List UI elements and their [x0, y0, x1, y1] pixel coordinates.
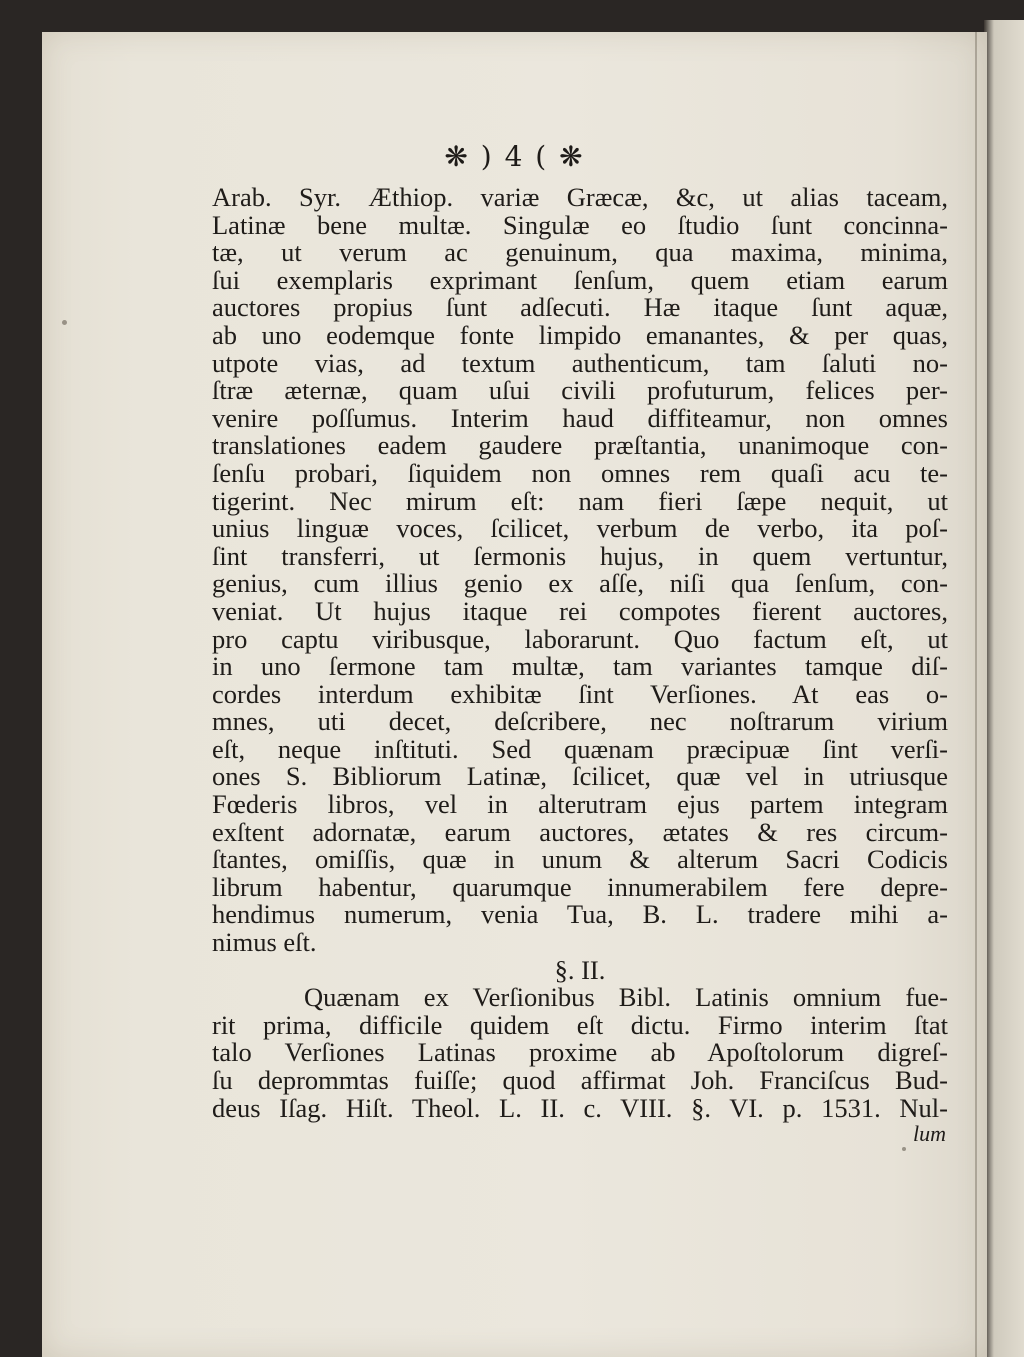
- catchword: lum: [913, 1121, 946, 1147]
- text-line: ab uno eodemque fonte limpido emanantes, & per quas,: [212, 319, 948, 350]
- book-page: [42, 32, 987, 1357]
- text-line: eſt, neque inſtituti. Sed quænam præcipuæ ſint verſi-: [212, 733, 948, 764]
- text-line: talo Verſiones Latinas proxime ab Apoſtolorum digreſ-: [212, 1037, 948, 1068]
- text-line: ſtantes, omiſſis, quæ in unum & alterum Sacri Codicis: [212, 844, 948, 875]
- text-line: unius linguæ voces, ſcilicet, verbum de verbo, ita poſ-: [212, 513, 948, 544]
- text-line: Arab. Syr. Æthiop. variæ Græcæ, &c, ut alias taceam,: [212, 182, 948, 212]
- text-line: auctores propius ſunt adſecuti. Hæ itaque ſunt aquæ,: [212, 292, 948, 323]
- text-line: librum habentur, quarumque innumerabilem fere depre-: [212, 871, 948, 902]
- text-line: ſu deprommtas fuiſſe; quod affirmat Joh. Franciſcus Bud-: [212, 1065, 948, 1095]
- text-line: cordes interdum exhibitæ ſint Verſiones. At eas o-: [212, 678, 948, 709]
- text-line: Fœderis libros, vel in alterutram ejus partem integram: [212, 789, 948, 820]
- text-line: ones S. Bibliorum Latinæ, ſcilicet, quæ vel in utriusque: [212, 761, 948, 792]
- page-header: ❋ ) 4 ( ❋: [444, 140, 585, 173]
- text-line: ſui exemplaris exprimant ſenſum, quem etiam earum: [212, 264, 948, 295]
- text-line: genius, cum illius genio ex aſſe, niſi qua ſenſum, con-: [212, 568, 948, 599]
- text-line: veniat. Ut hujus itaque rei compotes fierent auctores,: [212, 595, 948, 626]
- text-line: rit prima, difficile quidem eſt dictu. Firmo interim ſtat: [212, 1009, 948, 1040]
- text-line: translationes eadem gaudere præſtantia, unanimoque con-: [212, 430, 948, 461]
- text-line: hendimus numerum, venia Tua, B. L. tradere mihi a-: [212, 899, 948, 930]
- text-line: venire poſſumus. Interim haud diffiteamur, non omnes: [212, 402, 948, 433]
- text-line: Quænam ex Verſionibus Bibl. Latinis omnium fue-: [304, 982, 948, 1013]
- page-fold: [975, 32, 977, 1357]
- text-line: tæ, ut verum ac genuinum, qua maxima, minima,: [212, 237, 948, 268]
- text-line: utpote vias, ad textum authenticum, tam ſaluti no-: [212, 347, 948, 378]
- ink-speck: [902, 1147, 906, 1151]
- paragraph-1: [212, 184, 948, 957]
- text-line: mnes, uti decet, deſcribere, nec noſtrarum virium: [212, 706, 948, 737]
- text-line: Latinæ bene multæ. Singulæ eo ſtudio ſunt concinna-: [212, 209, 948, 240]
- next-page-edge: [984, 20, 1024, 1357]
- body-text: [212, 184, 948, 1146]
- paragraph-2: [212, 984, 948, 1122]
- text-line: ſtræ æternæ, quam uſui civili profuturum, felices per-: [212, 375, 948, 406]
- text-line: tigerint. Nec mirum eſt: nam fieri ſæpe nequit, ut: [212, 485, 948, 516]
- text-line: exſtent adornatæ, earum auctores, ætates & res circum-: [212, 816, 948, 847]
- text-line: in uno ſermone tam multæ, tam variantes tamque diſ-: [212, 651, 948, 682]
- text-line: deus Iſag. Hiſt. Theol. L. II. c. VIII. §. VI. p. 1531. Nul-: [212, 1092, 948, 1123]
- text-line: ſint transferri, ut ſermonis hujus, in quem vertuntur,: [212, 540, 948, 571]
- text-line: pro captu viribusque, laborarunt. Quo factum eſt, ut: [212, 623, 948, 654]
- text-line: nimus eſt.: [212, 927, 317, 958]
- ink-speck: [62, 320, 67, 325]
- section-heading: §. II.: [554, 954, 606, 985]
- text-line: ſenſu probari, ſiquidem non omnes rem quaſi acu te-: [212, 457, 948, 488]
